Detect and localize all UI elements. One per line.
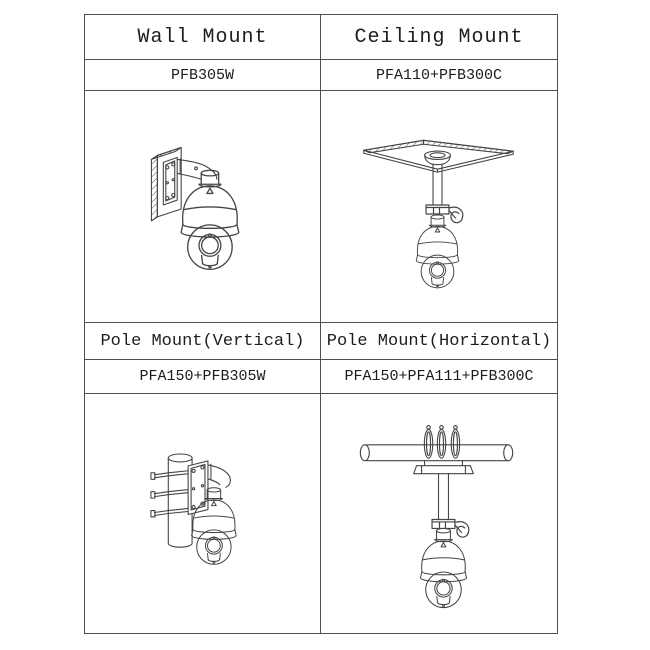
pole-mount-vertical-header-cell [85,323,321,360]
vertical-pole [151,454,192,547]
pole-bracket [188,461,230,515]
pole-mount-vertical-ptz-camera-drawing [85,394,320,633]
ceiling-mount-ptz-camera-drawing [321,91,557,322]
wall-mount-ptz-camera-drawing [85,91,320,322]
pole-mount-horizontal-ptz-camera-drawing [321,394,557,633]
ceiling-mount-model-cell [321,60,557,91]
wall-mount-title: Wall Mount [137,25,268,49]
pole-mount-horizontal-model: PFA150+PFA111+PFB300C [344,368,534,385]
wall-mount-model: PFB305W [170,66,234,84]
pole-mount-horizontal-model-cell [321,360,557,394]
horizontal-pole [360,426,512,461]
ptz-camera [181,170,239,269]
ceiling-mount-model: PFA110+PFB300C [375,66,503,84]
pole-mount-base [414,461,474,520]
pole-mount-vertical-drawing-cell [85,394,321,633]
pole-mount-vertical-title: Pole Mount(Vertical) [100,331,305,351]
ceiling-mount-drawing-cell [321,91,557,323]
wall-mount-model-cell [85,60,321,91]
ptz-camera [416,215,458,288]
ceiling-mount-header-cell [321,15,557,60]
pole-mount-horizontal-header-cell [321,323,557,360]
pole-mount-horizontal-drawing-cell [321,394,557,633]
pole-mount-vertical-model-cell [85,360,321,394]
pole-mount-vertical-model: PFA150+PFB305W [139,368,266,385]
wall-mount-header-cell [85,15,321,60]
pole-mount-horizontal-title: Pole Mount(Horizontal) [326,331,552,351]
ptz-camera [420,528,466,607]
ceiling-plate [364,140,513,172]
ceiling-mount-title: Ceiling Mount [354,25,524,49]
wall-mount-drawing-cell [85,91,321,323]
mount-options-table [84,14,558,634]
